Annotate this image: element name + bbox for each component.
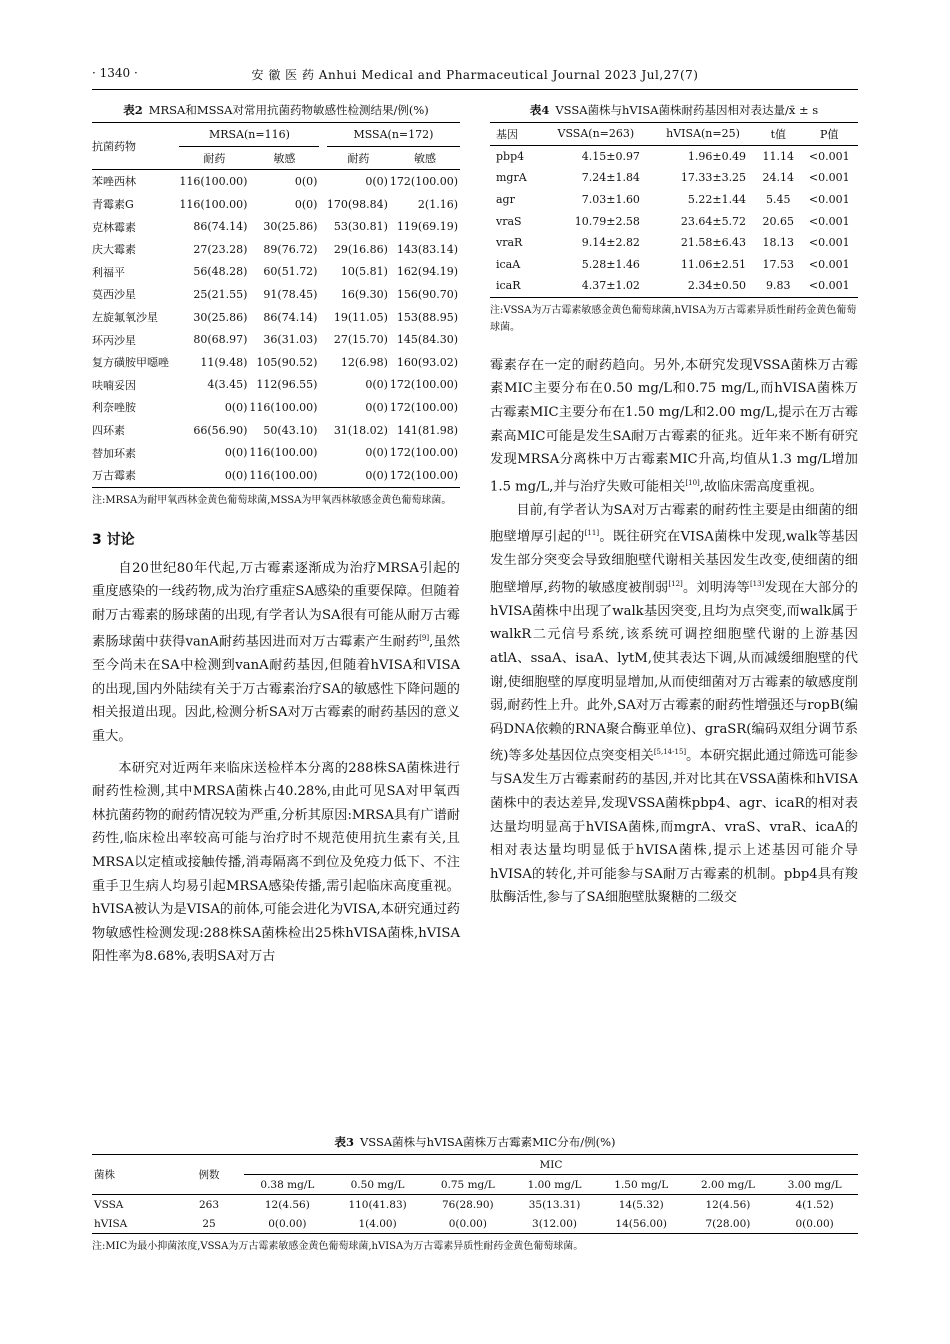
count-cell: 263 — [198, 1198, 220, 1211]
table4-cell: 17.53 — [762, 257, 795, 271]
paragraph: 自20世纪80年代起,万古霉素逐渐成为治疗MRSA引起的重度感染的一线药物,成为治疗重症SA感染的重要保障。但随着耐万古霉素的肠球菌的出现,有学者认为SA很有可能从耐万古霉素肠球菌中获得vanA耐药基因进而对万古霉素产生耐药[9],虽然至今尚未在SA中检测到vanA耐药基因,但随着hVISA和VISA的出现,国内外陆续有关于万古霉素治疗SA的敏感性下降问题的相关报道出现。因此,检测分析SA对万古霉素的耐药基因的意义重大。 — [92, 560, 461, 745]
mssa-resist-cell: 19(11.05) — [333, 310, 388, 324]
table2-col-drug: 抗菌药物 — [92, 123, 179, 170]
table4-cell: pbp4 — [496, 149, 525, 163]
table4-cell: <0.001 — [808, 171, 850, 185]
table3-mic-column: 0.38 mg/L — [260, 1178, 315, 1191]
table4-cell: 1.96±0.49 — [687, 149, 747, 163]
table3-mic-column: 1.00 mg/L — [527, 1178, 582, 1191]
table2-title: MRSA和MSSA对常用抗菌药物敏感性检测结果/例(%) — [148, 103, 429, 117]
table4-cell: 24.14 — [762, 171, 795, 185]
table3-mic-column: 2.00 mg/L — [700, 1178, 755, 1191]
table4-cell: 9.14±2.82 — [581, 236, 640, 250]
drug-cell: 利奈唑胺 — [92, 401, 136, 415]
mic-cell: 0(0.00) — [268, 1217, 307, 1230]
table4-cell: <0.001 — [808, 149, 850, 163]
mssa-sensitive-cell: 156(90.70) — [396, 287, 458, 301]
table-row — [92, 419, 460, 442]
table4-cell: 5.45 — [766, 193, 791, 207]
mic-cell: 3(12.00) — [532, 1217, 577, 1230]
table3-mic-column: 3.00 mg/L — [787, 1178, 842, 1191]
mic-cell: 4(1.52) — [795, 1198, 834, 1211]
table-row — [92, 306, 460, 329]
right-column — [490, 102, 858, 910]
table4-cell: 10.79±2.58 — [574, 214, 640, 228]
table4-cell: vraR — [496, 236, 523, 250]
mic-cell: 7(28.00) — [705, 1217, 751, 1230]
table4-cell: 7.24±1.84 — [581, 171, 640, 185]
table4-cell: <0.001 — [808, 214, 850, 228]
mssa-sensitive-cell: 141(81.98) — [396, 423, 458, 437]
mssa-resist-cell: 12(6.98) — [340, 355, 388, 369]
mic-cell: 35(13.31) — [528, 1198, 581, 1211]
table3-mic-header: MIC — [244, 1155, 858, 1175]
mrsa-sensitive-cell: 0(0) — [294, 197, 318, 211]
mssa-sensitive-cell: 160(93.02) — [396, 355, 458, 369]
table-row — [92, 215, 460, 238]
drug-cell: 环丙沙星 — [92, 333, 136, 347]
table-row — [92, 441, 460, 464]
table2-sub-resist: 耐药 — [347, 151, 370, 165]
table4-cell: agr — [496, 193, 515, 207]
mic-cell: 1(4.00) — [358, 1217, 397, 1230]
table-row — [92, 1195, 858, 1215]
paragraph: 目前,有学者认为SA对万古霉素的耐药性主要是由细菌的细胞壁增厚引起的[11]。既往研究在VISA菌株中发现,walk等基因发生部分突变会导致细胞壁代谢相关基因发生改变,使细菌的细胞壁增厚,药物的敏感度被削弱[12]。刘明涛等[13]发现在大部分的hVISA菌株中出现了walk基因突变,且均为点突变,而walk属于walkR二元信号系统,该系统可调控细胞壁代谢的上游基因atlA、ssaA、isaA、lytM,使其表达下调,从而减缓细胞壁的代谢,使细胞壁的厚度明显增加,从而使细菌对万古霉素的敏感度削弱,耐药性上升。此外,SA对万古霉素的耐药性增强还与ropB(编码DNA依赖的RNA聚合酶亚单位)、graSR(编码双组分调节系统)等多处基因位点突变相关[5,14-15]。本研究据此通过筛选可能参与SA发生万古霉素耐药的基因,并对比其在VSSA菌株和hVISA菌株中的表达差异,发现VSSA菌株pbp4、agr、icaR的相对表达量均明显高于hVISA菌株,而mgrA、vraS、vraR、icaA的相对表达量均明显低于hVISA菌株,提示上述基因可能介导hVISA的转化,并可能参与SA耐万古霉素的机制。pbp4具有羧肽酶活性,参与了SA细胞壁肽聚糖的二级交 — [490, 502, 859, 906]
mrsa-resist-cell: 86(74.14) — [193, 220, 248, 234]
mssa-resist-cell: 29(16.86) — [333, 242, 388, 256]
mssa-resist-cell: 31(18.02) — [333, 423, 388, 437]
mrsa-resist-cell: 116(100.00) — [179, 197, 248, 211]
page-number: · 1340 · — [92, 66, 138, 80]
table4-cell: 9.83 — [766, 279, 791, 293]
table-row — [92, 283, 460, 306]
mssa-resist-cell: 53(30.81) — [333, 220, 388, 234]
mic-cell: 14(56.00) — [615, 1217, 668, 1230]
table4-note: 注:VSSA为万古霉素敏感金黄色葡萄球菌,hVISA为万古霉素异质性耐药金黄色葡萄球菌。 — [490, 304, 857, 333]
table3-note: 注:MIC为最小抑菌浓度,VSSA为万古霉素敏感金黄色葡萄球菌,hVISA为万古霉素异质性耐药金黄色葡萄球菌。 — [92, 1241, 584, 1252]
citation[interactable]: [11] — [584, 529, 600, 538]
mssa-resist-cell: 0(0) — [365, 378, 388, 392]
table-row — [490, 232, 858, 254]
table3-mic-column: 1.50 mg/L — [614, 1178, 669, 1191]
table3-mic-column: 0.75 mg/L — [440, 1178, 495, 1191]
table-row — [92, 193, 460, 216]
mssa-sensitive-cell: 162(94.19) — [396, 265, 458, 279]
table2-group-mrsa: MRSA(n=116) — [179, 123, 319, 147]
table4-cell: <0.001 — [808, 279, 850, 293]
table-row — [490, 145, 858, 167]
table-row — [92, 374, 460, 397]
mssa-sensitive-cell: 119(69.19) — [396, 220, 458, 234]
table4-header-cell: t值 — [770, 127, 786, 141]
table4-cell: 18.13 — [762, 236, 795, 250]
mrsa-sensitive-cell: 116(100.00) — [249, 446, 318, 460]
citation[interactable]: [13] — [749, 579, 765, 588]
table4-cell: 5.22±1.44 — [687, 193, 747, 207]
header-rule — [92, 89, 858, 90]
table4-title: VSSA菌株与hVISA菌株耐药基因相对表达量/x̄ ± s — [555, 103, 819, 117]
table2 — [92, 122, 460, 488]
mic-cell: 14(5.32) — [618, 1198, 664, 1211]
mrsa-sensitive-cell: 116(100.00) — [249, 468, 318, 482]
mrsa-resist-cell: 0(0) — [224, 468, 248, 482]
paragraph: 霉素存在一定的耐药趋向。另外,本研究发现VSSA菌株万古霉素MIC主要分布在0.50 mg/L和0.75 mg/L,而hVISA菌株万古霉素MIC主要分布在1.50 mg/L和2.00 mg/L,提示在万古霉素高MIC可能是发生SA耐万古霉素的征兆。近年来不断有研究发现MRSA分离株中万古霉素MIC升高,均值从1.3 mg/L增加1.5 mg/L,并与治疗失败可能相关[10],故临床需高度重视。 — [490, 357, 858, 495]
strain-cell: VSSA — [94, 1198, 124, 1211]
mrsa-sensitive-cell: 50(43.10) — [263, 423, 318, 437]
mrsa-resist-cell: 25(21.55) — [193, 287, 248, 301]
table-row — [92, 170, 460, 193]
table2-caption — [92, 102, 460, 118]
mrsa-resist-cell: 4(3.45) — [207, 378, 248, 392]
table4-cell: 2.34±0.50 — [687, 279, 747, 293]
table4-cell: <0.001 — [808, 236, 850, 250]
mssa-sensitive-cell: 172(100.00) — [389, 378, 458, 392]
mic-cell: 0(0.00) — [448, 1217, 487, 1230]
mssa-resist-cell: 16(9.30) — [340, 287, 388, 301]
drug-cell: 万古霉素 — [92, 469, 136, 483]
table3-col-strain: 菌株 — [92, 1155, 174, 1195]
mic-cell: 0(0.00) — [795, 1217, 834, 1230]
table2-label: 表2 — [123, 103, 143, 117]
section-heading: 3 讨论 — [92, 531, 135, 548]
table2-sub-resist: 耐药 — [203, 151, 226, 165]
mrsa-resist-cell: 116(100.00) — [179, 174, 248, 188]
mic-cell: 110(41.83) — [348, 1198, 407, 1211]
table4-cell: 20.65 — [762, 214, 795, 228]
table3-col-count: 例数 — [174, 1155, 244, 1195]
left-column — [92, 102, 460, 969]
table4-header-cell: VSSA(n=263) — [557, 127, 635, 141]
mrsa-resist-cell: 27(23.28) — [193, 242, 248, 256]
mssa-sensitive-cell: 143(83.14) — [396, 242, 458, 256]
table-row — [92, 396, 460, 419]
table4-cell: 17.33±3.25 — [680, 171, 747, 185]
mssa-sensitive-cell: 172(100.00) — [389, 446, 458, 460]
mssa-resist-cell: 0(0) — [365, 174, 388, 188]
table3-label: 表3 — [334, 1135, 354, 1149]
table-row — [92, 1214, 858, 1234]
mrsa-resist-cell: 66(56.90) — [193, 423, 248, 437]
citation[interactable]: [5,14-15] — [653, 748, 687, 757]
table-row — [490, 189, 858, 211]
table2-note: 注:MRSA为耐甲氧西林金黄色葡萄球菌,MSSA为甲氧西林敏感金黄色葡萄球菌。 — [92, 494, 452, 506]
mrsa-sensitive-cell: 30(25.86) — [263, 220, 318, 234]
mssa-resist-cell: 0(0) — [365, 400, 388, 414]
mrsa-sensitive-cell: 89(76.72) — [263, 242, 318, 256]
table4-caption — [490, 102, 858, 118]
table4-cell: icaR — [496, 279, 521, 293]
mssa-resist-cell: 0(0) — [365, 446, 388, 460]
drug-cell: 苯唑西林 — [92, 175, 136, 189]
table4-cell: 5.28±1.46 — [581, 257, 640, 271]
mssa-resist-cell: 170(98.84) — [326, 197, 388, 211]
mrsa-resist-cell: 80(68.97) — [193, 333, 248, 347]
table3-title: VSSA菌株与hVISA菌株万古霉素MIC分布/例(%) — [360, 1135, 616, 1149]
table3-caption — [92, 1134, 858, 1150]
table-row — [92, 464, 460, 487]
mic-cell: 76(28.90) — [442, 1198, 494, 1211]
strain-cell: hVISA — [94, 1217, 128, 1230]
drug-cell: 左旋氟氧沙星 — [92, 311, 158, 325]
citation[interactable]: [10] — [685, 478, 700, 487]
table4-header-cell: 基因 — [496, 127, 518, 141]
mic-cell: 12(4.56) — [705, 1198, 751, 1211]
drug-cell: 四环素 — [92, 424, 125, 438]
drug-cell: 复方磺胺甲噁唑 — [92, 356, 169, 370]
table-row — [490, 210, 858, 232]
drug-cell: 青霉素G — [92, 198, 134, 212]
mrsa-sensitive-cell: 105(90.52) — [256, 355, 318, 369]
table4-label: 表4 — [529, 103, 550, 117]
mssa-sensitive-cell: 145(84.30) — [396, 333, 458, 347]
drug-cell: 克林霉素 — [92, 220, 136, 234]
drug-cell: 庆大霉素 — [92, 243, 136, 257]
citation[interactable]: [12] — [668, 579, 683, 588]
table-row — [92, 238, 460, 261]
mrsa-resist-cell: 30(25.86) — [193, 310, 248, 324]
table4-cell: <0.001 — [808, 257, 850, 271]
table3 — [92, 1154, 858, 1234]
mrsa-sensitive-cell: 112(96.55) — [256, 378, 318, 392]
table-row — [490, 275, 858, 297]
count-cell: 25 — [202, 1217, 216, 1230]
mic-cell: 12(4.56) — [264, 1198, 310, 1211]
drug-cell: 替加环素 — [92, 446, 136, 460]
drug-cell: 莫西沙星 — [92, 288, 136, 302]
mrsa-resist-cell: 56(48.28) — [193, 265, 248, 279]
mssa-sensitive-cell: 172(100.00) — [389, 174, 458, 188]
table4-cell: 4.15±0.97 — [581, 149, 640, 163]
mrsa-sensitive-cell: 60(51.72) — [263, 265, 318, 279]
mssa-sensitive-cell: 153(88.95) — [396, 310, 458, 324]
paragraph: 本研究对近两年来临床送检样本分离的288株SA菌株进行耐药性检测,其中MRSA菌株占40.28%,由此可见SA对甲氧西林抗菌药物的耐药情况较为严重,分析其原因:MRSA具有广谱耐药性,临床检出率较高可能与治疗时不规范使用抗生素有关,且MRSA以定植或接触传播,消毒隔离不到位及免疫力低下、不注重手卫生病人均易引起MRSA感染传播,需引起临床高度重视。hVISA被认为是VISA的前体,可能会进化为VISA,本研究通过药物敏感性检测发现:288株SA菌株检出25株hVISA菌株,hVISA阳性率为8.68%,表明SA对万古 — [92, 760, 460, 965]
running-header — [92, 66, 858, 84]
mrsa-resist-cell: 0(0) — [224, 446, 248, 460]
table-row — [490, 167, 858, 189]
table4-cell: 23.64±5.72 — [680, 214, 747, 228]
table2-sub-sensitive: 敏感 — [273, 151, 296, 165]
mssa-sensitive-cell: 172(100.00) — [389, 400, 458, 414]
table2-sub-sensitive: 敏感 — [413, 151, 436, 165]
mssa-sensitive-cell: 2(1.16) — [417, 197, 458, 211]
mrsa-resist-cell: 11(9.48) — [200, 355, 248, 369]
mrsa-sensitive-cell: 0(0) — [294, 174, 318, 188]
table4-header-cell: hVISA(n=25) — [666, 127, 740, 141]
table-row — [92, 261, 460, 284]
mrsa-sensitive-cell: 36(31.03) — [263, 333, 318, 347]
mssa-resist-cell: 10(5.81) — [340, 265, 388, 279]
table4-cell: 7.03±1.60 — [581, 193, 640, 207]
mrsa-sensitive-cell: 91(78.45) — [263, 287, 318, 301]
journal-title: 安 徽 医 药 Anhui Medical and Pharmaceutical Journal 2023 Jul,27(7) — [251, 68, 699, 82]
drug-cell: 利福平 — [92, 265, 125, 279]
table3-mic-column: 0.50 mg/L — [350, 1178, 405, 1191]
mrsa-sensitive-cell: 116(100.00) — [249, 400, 318, 414]
table-row — [92, 328, 460, 351]
table-row — [92, 351, 460, 374]
citation[interactable]: [9] — [419, 634, 430, 643]
mssa-sensitive-cell: 172(100.00) — [389, 468, 458, 482]
table3-block — [92, 1134, 858, 1255]
table4-cell: 21.58±6.43 — [680, 236, 747, 250]
mssa-resist-cell: 27(15.70) — [333, 333, 388, 347]
table4-cell: <0.001 — [808, 193, 850, 207]
table4-cell: 11.14 — [762, 149, 795, 163]
table2-group-mssa: MSSA(n=172) — [327, 123, 460, 147]
table4-cell: vraS — [496, 214, 522, 228]
table4-cell: mgrA — [496, 171, 527, 185]
drug-cell: 呋喃妥因 — [92, 378, 136, 392]
table-row — [490, 254, 858, 276]
table4-cell: 11.06±2.51 — [680, 257, 747, 271]
table4 — [490, 122, 858, 298]
table4-header-cell: P值 — [820, 127, 839, 141]
table4-cell: icaA — [496, 257, 521, 271]
mrsa-sensitive-cell: 86(74.14) — [263, 310, 318, 324]
table4-cell: 4.37±1.02 — [581, 279, 640, 293]
mssa-resist-cell: 0(0) — [365, 468, 388, 482]
mrsa-resist-cell: 0(0) — [224, 400, 248, 414]
